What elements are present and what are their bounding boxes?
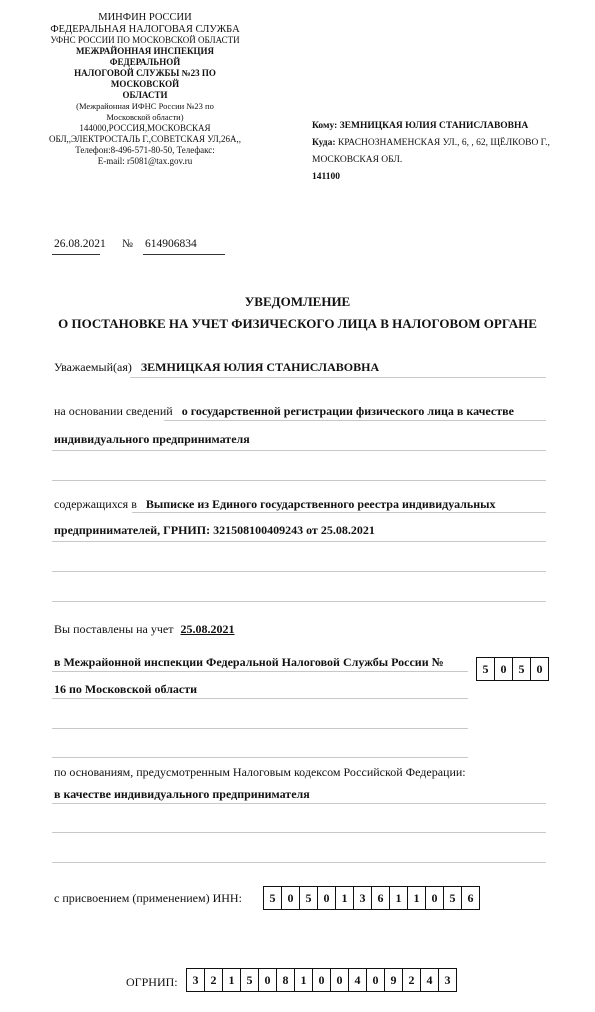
document-title: УВЕДОМЛЕНИЕ [244, 294, 351, 309]
registered-date: 25.08.2021 [180, 622, 235, 636]
basis-value-cont: индивидуального предпринимателя [54, 432, 250, 446]
issuer-inspection-line: МЕЖРАЙОННАЯ ИНСПЕКЦИЯ ФЕДЕРАЛЬНОЙ [75, 46, 215, 67]
inn-label: с присвоением (применением) ИНН: [54, 891, 242, 905]
to-value: ЗЕМНИЦКАЯ ЮЛИЯ СТАНИСЛАВОВНА [339, 121, 529, 131]
ogrnip-digit: 8 [277, 969, 295, 991]
inn-digit: 1 [390, 887, 408, 909]
where-label: Куда: [312, 138, 336, 148]
ogrnip-digit: 2 [403, 969, 421, 991]
inspection-code-digit: 5 [513, 658, 531, 680]
ogrnip-digit: 1 [223, 969, 241, 991]
inn-digit: 1 [336, 887, 354, 909]
inn-digit: 1 [408, 887, 426, 909]
grounds-value: в качестве индивидуального предпринимателя [54, 787, 310, 801]
doc-number: 614906834 [145, 238, 197, 250]
where-value-cont: МОСКОВСКАЯ ОБЛ. [312, 155, 403, 165]
inspection-name-cont: 16 по Московской области [54, 682, 198, 696]
basis-label: на основании сведений [54, 404, 173, 418]
inn-digit: 5 [300, 887, 318, 909]
doc-number-sign: № [122, 238, 133, 250]
inn-boxes [263, 886, 480, 910]
inn-digit: 5 [264, 887, 282, 909]
issuer-address-line: ОБЛ,,ЭЛЕКТРОСТАЛЬ Г.,СОВЕТСКАЯ УЛ,26А,, [49, 134, 241, 144]
issuer-inspection-line: НАЛОГОВОЙ СЛУЖБЫ №23 ПО МОСКОВСКОЙ [74, 68, 216, 89]
issuer-address-line: 144000,РОССИЯ,МОСКОВСКАЯ [79, 123, 211, 133]
ogrnip-digit: 0 [259, 969, 277, 991]
ogrnip-label: ОГРНИП: [126, 975, 178, 989]
inspection-code-digit: 0 [495, 658, 513, 680]
ogrnip-digit: 0 [331, 969, 349, 991]
ogrnip-boxes [186, 968, 457, 992]
grounds-label: по основаниям, предусмотренным Налоговым кодексом Российской Федерации: [54, 765, 466, 779]
contained-value-cont: предпринимателей, ГРНИП: 321508100409243 от 25.08.2021 [54, 523, 375, 537]
ogrnip-digit: 1 [295, 969, 313, 991]
inn-digit: 0 [318, 887, 336, 909]
issuer-org-line: ФЕДЕРАЛЬНАЯ НАЛОГОВАЯ СЛУЖБА [50, 23, 240, 35]
issuer-header [40, 12, 250, 167]
ogrnip-digit: 0 [367, 969, 385, 991]
issuer-address-line: E-mail: r5081@tax.gov.ru [97, 156, 193, 166]
ogrnip-digit: 4 [421, 969, 439, 991]
to-label: Кому: [312, 121, 338, 131]
ogrnip-digit: 2 [205, 969, 223, 991]
contained-value: Выписке из Единого государственного реестра индивидуальных [145, 497, 496, 511]
ogrnip-digit: 3 [187, 969, 205, 991]
ogrnip-digit: 4 [349, 969, 367, 991]
inspection-code-boxes [476, 657, 549, 681]
basis-value: о государственной регистрации физического лица в качестве [181, 404, 514, 418]
greeting-name: ЗЕМНИЦКАЯ ЮЛИЯ СТАНИСЛАВОВНА [140, 360, 380, 374]
inn-digit: 6 [372, 887, 390, 909]
recipient-block [312, 118, 582, 186]
registered-label: Вы поставлены на учет [54, 622, 174, 636]
ogrnip-digit: 0 [313, 969, 331, 991]
inn-digit: 5 [444, 887, 462, 909]
issuer-org-line: МИНФИН РОССИИ [98, 12, 192, 23]
issuer-org-line: УФНС РОССИИ ПО МОСКОВСКОЙ ОБЛАСТИ [50, 35, 240, 45]
postcode: 141100 [312, 172, 340, 182]
ogrnip-digit: 3 [444, 972, 451, 987]
issuer-inspection-line: ОБЛАСТИ [122, 90, 168, 100]
inn-digit: 6 [467, 890, 474, 905]
inspection-name: в Межрайонной инспекции Федеральной Налоговой Службы России № [54, 655, 444, 669]
inn-digit: 3 [354, 887, 372, 909]
inspection-code-digit: 5 [477, 658, 495, 680]
greeting-label: Уважаемый(ая) [54, 360, 132, 374]
issuer-short-name: (Межрайонная ИФНС России №23 по Московской области) [76, 101, 214, 122]
inspection-code-digit: 0 [536, 661, 543, 676]
ogrnip-digit: 9 [385, 969, 403, 991]
doc-date: 26.08.2021 [54, 238, 106, 250]
document-subtitle: О ПОСТАНОВКЕ НА УЧЕТ ФИЗИЧЕСКОГО ЛИЦА В НАЛОГОВОМ ОРГАНЕ [58, 316, 537, 331]
inn-digit: 0 [426, 887, 444, 909]
inn-digit: 0 [282, 887, 300, 909]
where-value: КРАСНОЗНАМЕНСКАЯ УЛ., 6, , 62, ЩЁЛКОВО Г., [337, 138, 550, 148]
ogrnip-digit: 5 [241, 969, 259, 991]
issuer-address-line: Телефон:8-496-571-80-50, Телефакс: [75, 145, 215, 155]
contained-label: содержащихся в [54, 497, 137, 511]
